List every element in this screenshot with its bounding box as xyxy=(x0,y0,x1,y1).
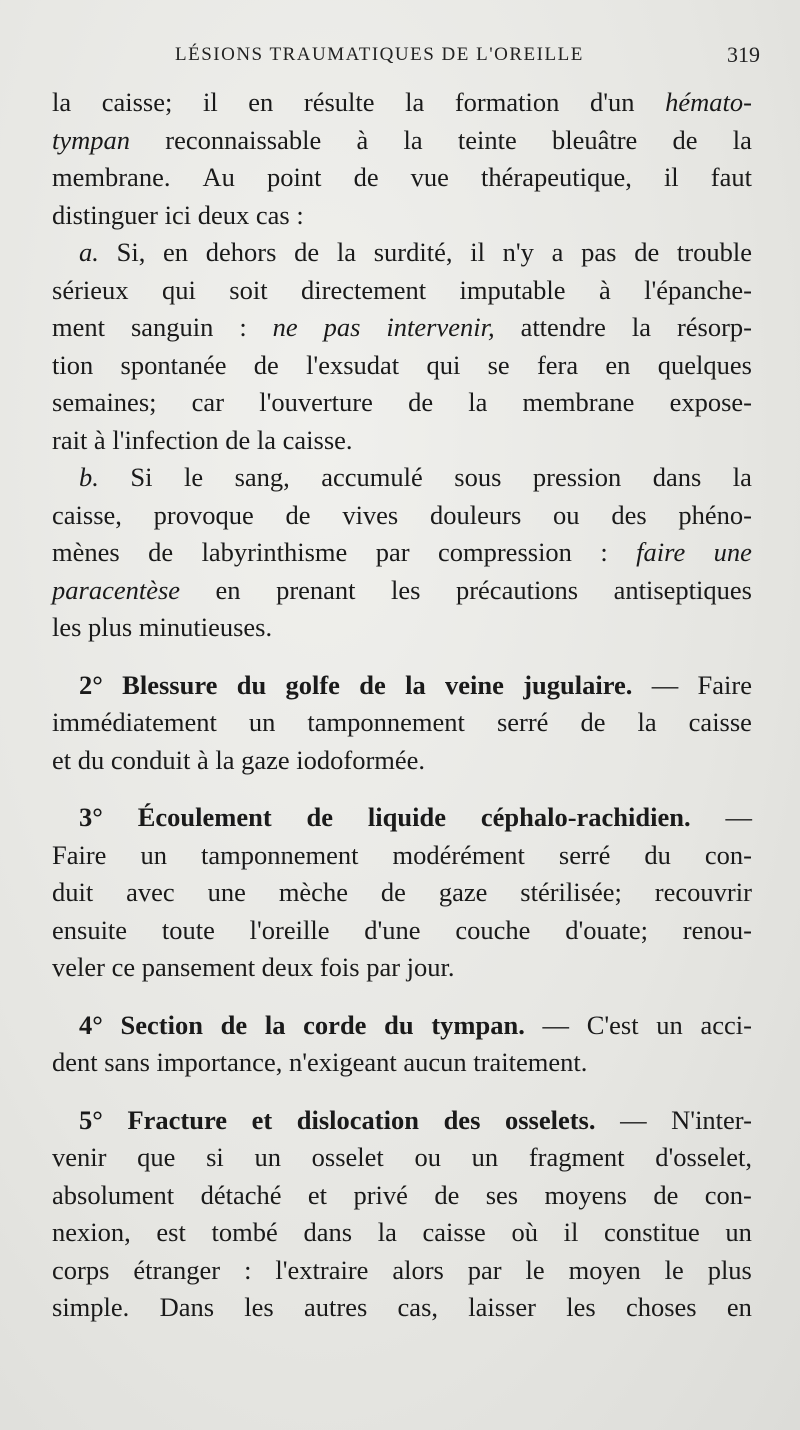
word: sanguin xyxy=(130,312,214,342)
word: teinte xyxy=(457,124,517,155)
word: pression xyxy=(532,462,622,492)
word: osselets. xyxy=(504,1104,596,1135)
word: ensuite xyxy=(52,914,128,945)
word: tamponnement xyxy=(307,707,465,737)
text-line xyxy=(52,837,752,875)
word: — xyxy=(542,1009,570,1040)
word: a. xyxy=(79,237,99,267)
word: liquide xyxy=(367,802,446,832)
word: veine xyxy=(445,669,504,700)
word: venir xyxy=(52,1142,107,1172)
word: de xyxy=(148,537,174,567)
word: moyens xyxy=(544,1179,627,1210)
word: corps xyxy=(52,1254,110,1285)
word: la xyxy=(405,87,425,117)
word: et xyxy=(307,1179,328,1210)
word: Dans xyxy=(159,1292,215,1322)
word: caisse, xyxy=(52,499,122,530)
word: qui xyxy=(426,349,461,380)
text-segment: distinguer ici deux cas : xyxy=(52,199,304,230)
word: corde xyxy=(303,1009,367,1040)
running-title: LÉSIONS TRAUMATIQUES DE L'OREILLE xyxy=(175,44,584,65)
text-line xyxy=(52,309,752,347)
word: serré xyxy=(558,839,611,870)
text-line xyxy=(52,912,752,950)
word: l'extraire xyxy=(275,1254,369,1285)
word: un xyxy=(656,1009,683,1040)
word: ment xyxy=(52,312,105,342)
text-line xyxy=(52,459,752,497)
paragraph-spacer xyxy=(52,647,752,667)
word: un xyxy=(140,839,167,870)
word: étranger xyxy=(133,1254,221,1285)
word: plus xyxy=(707,1254,752,1285)
word: si xyxy=(206,1142,224,1172)
text-line xyxy=(52,874,752,912)
word: — xyxy=(620,1104,647,1135)
word: intervenir, xyxy=(386,312,495,342)
word: les xyxy=(244,1292,274,1322)
word: immédiatement xyxy=(52,707,217,737)
word: membrane. xyxy=(52,162,171,192)
word: l'exsudat xyxy=(306,349,400,380)
word: : xyxy=(600,537,608,567)
word: pas xyxy=(323,312,361,342)
word: de xyxy=(359,669,386,700)
text-line xyxy=(52,1044,752,1082)
text-line xyxy=(52,234,752,272)
word: renou- xyxy=(682,914,752,945)
running-head xyxy=(50,38,760,74)
word: de xyxy=(580,707,606,737)
word: n'y xyxy=(502,237,534,267)
word: d'ouate; xyxy=(565,914,648,945)
word: la xyxy=(631,312,651,342)
word: Écoulement xyxy=(137,802,272,832)
word: caisse; xyxy=(101,87,173,117)
word: les xyxy=(391,574,421,605)
word: faut xyxy=(710,162,752,192)
word: la xyxy=(732,462,752,492)
word: il xyxy=(470,237,485,267)
word: de xyxy=(220,1009,248,1040)
word: a xyxy=(551,237,564,267)
text-line xyxy=(52,384,752,422)
text-line xyxy=(52,159,752,197)
word: hémato- xyxy=(665,87,752,117)
word: ses xyxy=(485,1179,519,1210)
word: vue xyxy=(410,162,449,192)
word: d'osselet, xyxy=(655,1142,752,1172)
word: il xyxy=(663,162,679,192)
word: en xyxy=(215,574,241,605)
word: quelques xyxy=(657,349,752,380)
word: paracentèse xyxy=(52,574,181,605)
text-segment: les plus minutieuses. xyxy=(52,612,273,642)
word: se xyxy=(487,349,510,380)
word: labyrinthisme xyxy=(201,537,348,567)
word: trouble xyxy=(676,237,752,267)
word: duit xyxy=(52,877,94,907)
word: jugulaire. xyxy=(523,669,633,700)
word: sous xyxy=(454,462,502,492)
text-line xyxy=(52,1289,752,1327)
word: point xyxy=(267,162,322,192)
word: — xyxy=(651,669,679,700)
word: directement xyxy=(301,274,427,305)
word: dehors xyxy=(205,237,277,267)
word: le xyxy=(525,1254,545,1285)
word: il xyxy=(563,1217,579,1247)
word: Si, xyxy=(116,237,146,267)
word: sérieux xyxy=(52,274,129,305)
word: tombé xyxy=(211,1217,278,1247)
word: spontanée xyxy=(120,349,227,380)
word: Au xyxy=(202,162,235,192)
word: caisse xyxy=(422,1217,486,1247)
word: 3° xyxy=(79,802,103,832)
text-line xyxy=(52,1139,752,1177)
word: la xyxy=(637,707,657,737)
word: détaché xyxy=(200,1179,282,1210)
text-line xyxy=(52,497,752,535)
word: il xyxy=(202,87,218,117)
paragraph xyxy=(52,1007,752,1082)
word: privé xyxy=(353,1179,408,1210)
word: couche xyxy=(455,914,531,945)
word: autres xyxy=(304,1292,368,1322)
word: par xyxy=(375,537,410,567)
text-line xyxy=(52,84,752,122)
word: la xyxy=(377,1217,397,1247)
word: dans xyxy=(303,1217,353,1247)
text-line xyxy=(52,1177,752,1215)
word: précautions xyxy=(455,574,579,605)
text-line xyxy=(52,667,752,705)
word: modérément xyxy=(392,839,525,870)
word: con- xyxy=(704,839,752,870)
word: une xyxy=(207,877,246,907)
word: d'un xyxy=(589,87,635,117)
word: choses xyxy=(625,1292,697,1322)
page-number: 319 xyxy=(727,42,760,67)
word: toute xyxy=(161,914,215,945)
word: provoque xyxy=(153,499,254,530)
text-line xyxy=(52,122,752,160)
word: surdité, xyxy=(373,237,453,267)
word: d'une xyxy=(364,914,421,945)
paragraph-spacer xyxy=(52,987,752,1007)
word: gaze xyxy=(438,877,488,907)
word: avec xyxy=(126,877,175,907)
word: recouvrir xyxy=(654,877,752,907)
word: l'ouverture xyxy=(259,387,373,417)
word: de xyxy=(653,1179,679,1210)
word: tympan xyxy=(52,124,131,155)
word: reconnaissable xyxy=(165,124,322,155)
word: osselet xyxy=(311,1142,384,1172)
word: douleurs xyxy=(430,499,522,530)
paragraph xyxy=(52,234,752,459)
word: où xyxy=(511,1217,538,1247)
word: 4° xyxy=(79,1009,103,1040)
word: sang, xyxy=(234,462,290,492)
text-line xyxy=(52,534,752,572)
word: la xyxy=(732,124,752,155)
word: laisser xyxy=(468,1292,536,1322)
paragraph-spacer xyxy=(52,779,752,799)
word: le xyxy=(664,1254,684,1285)
word: Faire xyxy=(52,839,107,870)
text-segment: rait à l'infection de la caisse. xyxy=(52,424,353,455)
word: de xyxy=(306,802,334,832)
word: N'inter- xyxy=(671,1104,752,1135)
word: bleuâtre xyxy=(551,124,638,155)
paragraph xyxy=(52,84,752,234)
text-line xyxy=(52,609,752,647)
word: mèche xyxy=(278,877,348,907)
word: à xyxy=(356,124,369,155)
word: la xyxy=(405,669,426,700)
word: que xyxy=(137,1142,176,1172)
text-line xyxy=(52,572,752,610)
word: thérapeutique, xyxy=(481,162,632,192)
word: car xyxy=(191,387,225,417)
word: résorp- xyxy=(676,312,752,342)
word: en xyxy=(605,349,631,380)
word: un xyxy=(471,1142,499,1172)
word: imputable xyxy=(459,274,566,305)
word: formation xyxy=(454,87,560,117)
word: attendre xyxy=(520,312,606,342)
word: ou xyxy=(414,1142,441,1172)
word: Faire xyxy=(697,669,752,700)
word: tion xyxy=(52,349,94,380)
word: en xyxy=(163,237,189,267)
paragraph xyxy=(52,667,752,780)
paragraph xyxy=(52,459,752,647)
word: de xyxy=(294,237,320,267)
word: Fracture xyxy=(127,1104,228,1135)
word: accumulé xyxy=(321,462,423,492)
word: de xyxy=(285,499,311,530)
word: compression xyxy=(437,537,572,567)
word: du xyxy=(384,1009,414,1040)
word: de xyxy=(408,387,434,417)
word: est xyxy=(156,1217,186,1247)
word: des xyxy=(611,499,647,530)
text-segment: dent sans importance, n'exigeant aucun traitement. xyxy=(52,1047,588,1077)
word: fragment xyxy=(528,1142,625,1172)
word: résulte xyxy=(303,87,375,117)
word: Si xyxy=(130,462,153,492)
word: une xyxy=(713,537,752,567)
word: soit xyxy=(229,274,268,305)
text-line xyxy=(52,422,752,460)
word: de xyxy=(672,124,698,155)
word: membrane xyxy=(522,387,635,417)
text-line xyxy=(52,1102,752,1140)
word: et xyxy=(251,1104,273,1135)
body-text xyxy=(52,84,752,1327)
word: con- xyxy=(704,1179,752,1210)
word: Blessure xyxy=(122,669,218,700)
word: C'est xyxy=(586,1009,639,1040)
word: le xyxy=(183,462,204,492)
word: : xyxy=(239,312,247,342)
word: de xyxy=(380,877,406,907)
word: serré xyxy=(496,707,549,737)
word: acci- xyxy=(700,1009,752,1040)
word: l'épanche- xyxy=(644,274,752,305)
word: de xyxy=(253,349,279,380)
word: de xyxy=(353,162,379,192)
word: la xyxy=(403,124,423,155)
word: mènes xyxy=(52,537,120,567)
word: à xyxy=(598,274,611,305)
word: un xyxy=(248,707,276,737)
word: dans xyxy=(652,462,702,492)
word: caisse xyxy=(688,707,752,737)
text-line xyxy=(52,704,752,742)
text-line xyxy=(52,949,752,987)
word: stérilisée; xyxy=(520,877,622,907)
word: pas xyxy=(581,237,617,267)
word: la xyxy=(336,237,357,267)
word: ne xyxy=(272,312,298,342)
paragraph-spacer xyxy=(52,1082,752,1102)
word: un xyxy=(725,1217,752,1247)
text-segment: et du conduit à la gaze iodoformée. xyxy=(52,744,426,775)
word: la xyxy=(264,1009,286,1040)
word: tympan. xyxy=(431,1009,525,1040)
text-line xyxy=(52,1214,752,1252)
word: expose- xyxy=(669,387,752,417)
word: alors xyxy=(392,1254,444,1285)
word: qui xyxy=(161,274,196,305)
text-line xyxy=(52,742,752,780)
paragraph xyxy=(52,1102,752,1327)
word: ou xyxy=(553,499,580,530)
text-line xyxy=(52,272,752,310)
word: golfe xyxy=(285,669,340,700)
word: de xyxy=(434,1179,460,1210)
word: du xyxy=(644,839,671,870)
word: — xyxy=(725,802,752,832)
word: simple. xyxy=(52,1292,130,1322)
text-line xyxy=(52,197,752,235)
word: un xyxy=(254,1142,281,1172)
word: 2° xyxy=(79,669,103,700)
word: les xyxy=(566,1292,596,1322)
word: moyen xyxy=(568,1254,641,1285)
word: faire xyxy=(636,537,686,567)
word: des xyxy=(443,1104,481,1135)
word: tamponnement xyxy=(200,839,359,870)
word: du xyxy=(236,669,267,700)
paragraph xyxy=(52,799,752,987)
word: antiseptiques xyxy=(613,574,752,605)
word: 5° xyxy=(79,1104,103,1135)
text-segment: veler ce pansement deux fois par jour. xyxy=(52,952,455,982)
word: nexion, xyxy=(52,1217,131,1247)
word: la xyxy=(468,387,488,417)
word: : xyxy=(244,1254,252,1285)
word: en xyxy=(248,87,274,117)
word: cas, xyxy=(397,1292,439,1322)
word: Section xyxy=(120,1009,203,1040)
word: la xyxy=(52,87,72,117)
word: constitue xyxy=(604,1217,700,1247)
word: phéno- xyxy=(678,499,752,530)
word: par xyxy=(467,1254,502,1285)
word: semaines; xyxy=(52,387,157,417)
word: dislocation xyxy=(296,1104,419,1135)
text-line xyxy=(52,1252,752,1290)
word: prenant xyxy=(276,574,356,605)
word: b. xyxy=(79,462,99,492)
word: en xyxy=(726,1292,752,1322)
word: fera xyxy=(536,349,579,380)
word: céphalo-rachidien. xyxy=(480,802,691,832)
word: vives xyxy=(342,499,399,530)
text-line xyxy=(52,1007,752,1045)
text-line xyxy=(52,799,752,837)
word: l'oreille xyxy=(249,914,330,945)
word: de xyxy=(634,237,660,267)
text-line xyxy=(52,347,752,385)
word: absolument xyxy=(52,1179,175,1210)
